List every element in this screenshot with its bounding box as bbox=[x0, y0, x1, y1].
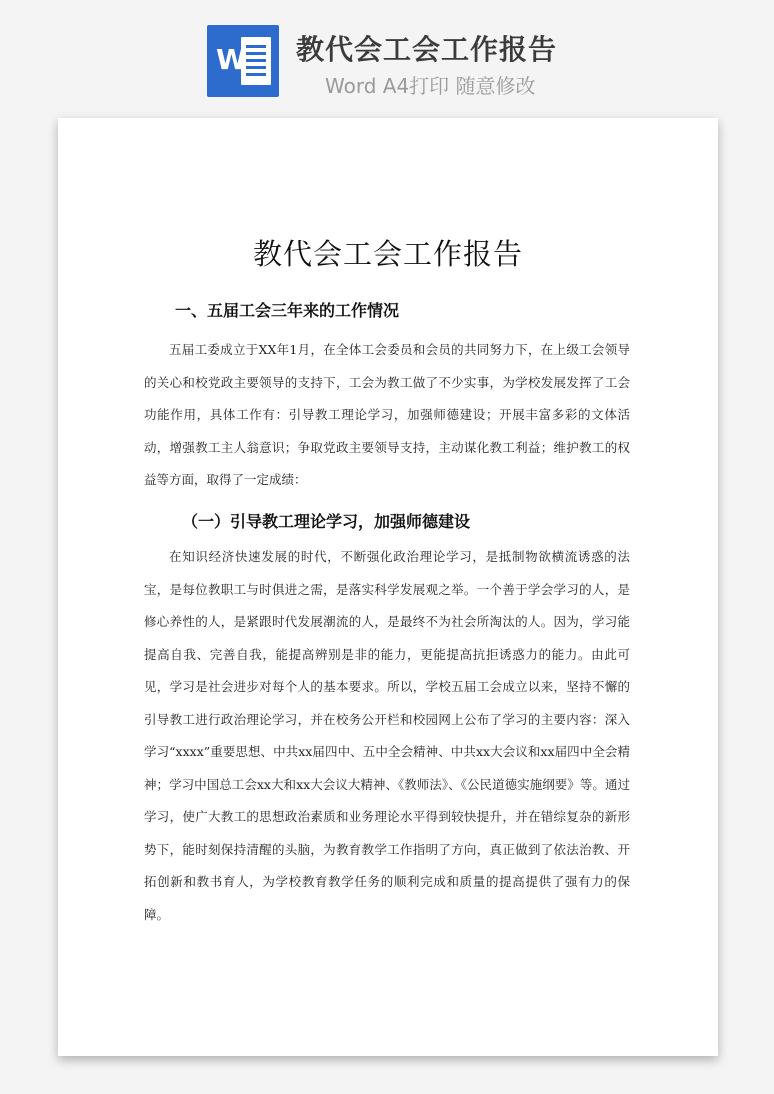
document-title: 教代会工会工作报告 bbox=[252, 237, 523, 271]
document-page bbox=[58, 118, 718, 1056]
body-paragraph: 在知识经济快速发展的时代，不断强化政治理论学习，是抵制物欲横流诱惑的法宝，是每位教职工与时俱进之需，是落实科学发展观之举。一个善于学会学习的人，是修心养性的人，是紧跟时代发展潮流的人，是最终不为社会所淘汰的人。因为，学习能提高自我、完善自我，能提高辨别是非的能力，更能提高抗拒诱惑力的能力。由此可见，学习是社会进步对每个人的基本要求。所以，学校五届工会成立以来，坚持不懈的引导教工进行政治理论学习，并在校务公开栏和校园网上公布了学习的主要内容：深入学习“xxxx”重要思想、中共xx届四中、五中全会精神、中共xx大会议和xx届四中全会精神；学习中国总工会xx大和xx大会议大精神、《教师法》、《公民道德实施纲要》等。通过学习，使广大教工的思想政治素质和业务理论水平得到较快提升，并在错综复杂的新形势下，能时刻保持清醒的头脑，为教育教学工作指明了方向，真正做到了依法治教、开拓创新和教书育人，为学校教育教学任务的顺利完成和质量的提高提供了强有力的保障。 bbox=[144, 549, 630, 922]
body-paragraph: 五届工委成立于XX年1月，在全体工会委员和会员的共同努力下，在上级工会领导的关心和校党政主要领导的支持下，工会为教工做了不少实事，为学校发展发挥了工会功能作用，具体工作有：引导教工理论学习，加强师德建设；开展丰富多彩的文体活动，增强教工主人翁意识；争取党政主要领导支持，主动谋化教工利益；维护教工的权益等方面，取得了一定成绩： bbox=[144, 342, 630, 487]
subsection-heading: （一）引导教工理论学习，加强师德建设 bbox=[182, 512, 471, 531]
header-subtitle: Word A4打印 随意修改 bbox=[325, 74, 536, 98]
word-icon-letter: W bbox=[216, 43, 247, 76]
word-icon bbox=[207, 25, 279, 97]
header-title: 教代会工会工作报告 bbox=[296, 33, 558, 66]
section-heading: 一、五届工会三年来的工作情况 bbox=[175, 301, 400, 320]
header-banner bbox=[0, 0, 774, 118]
